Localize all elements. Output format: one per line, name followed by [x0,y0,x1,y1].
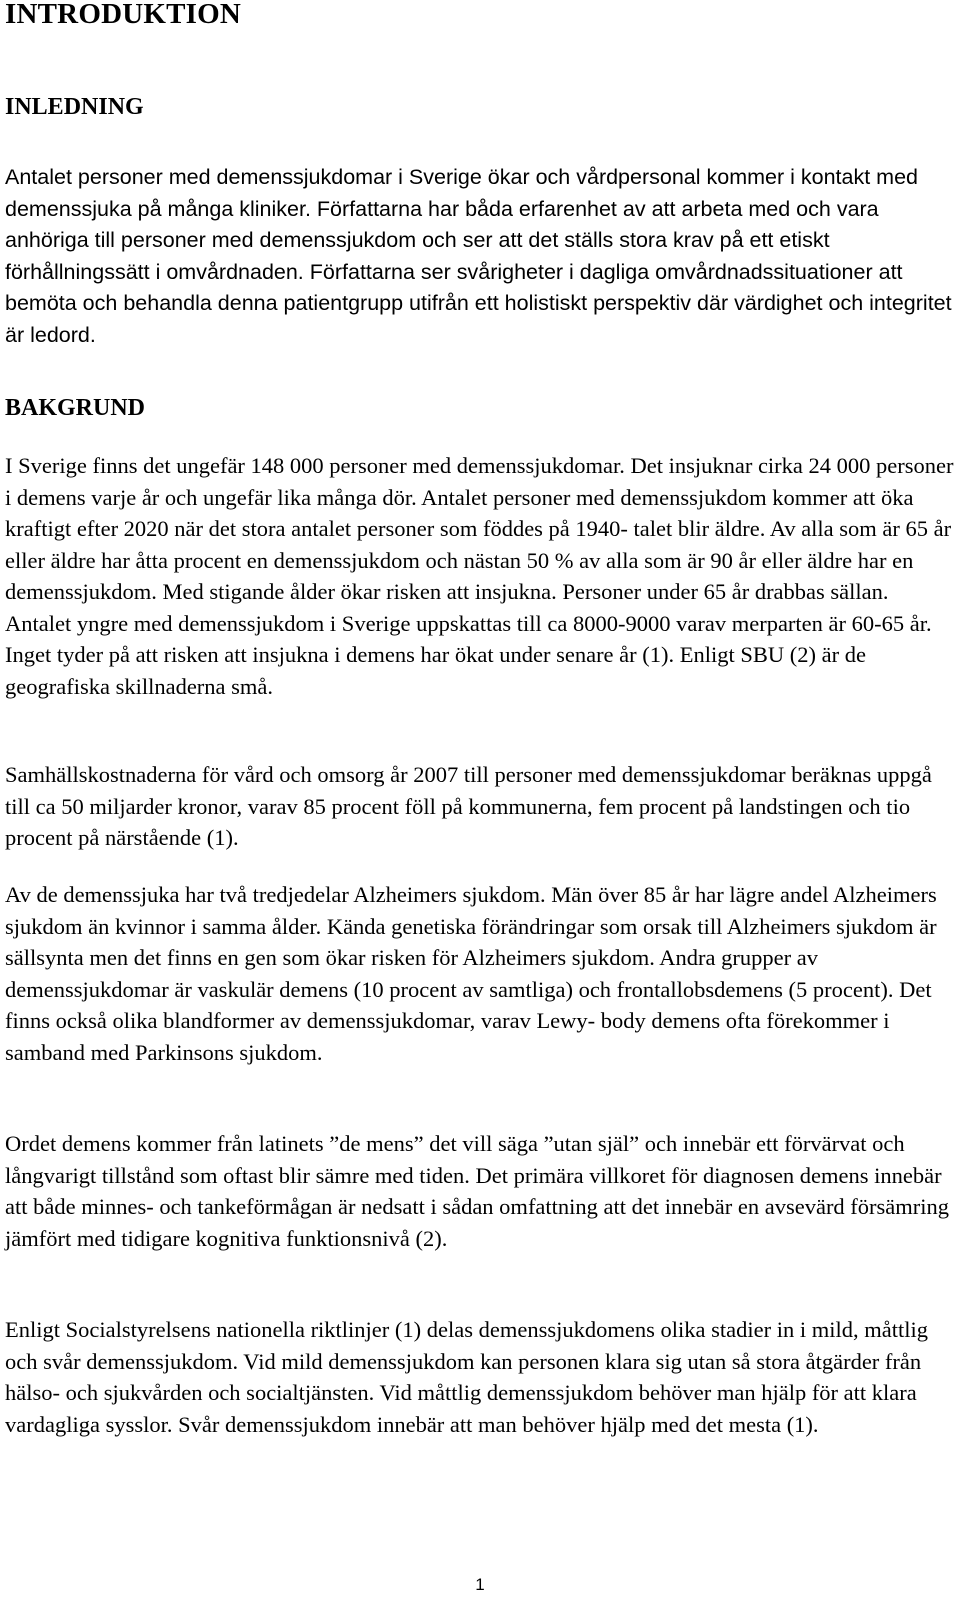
section-heading-bakgrund: BAKGRUND [5,395,146,421]
paragraph-alzheimers: Av de demenssjuka har två tredjedelar Alzheimers sjukdom. Män över 85 år har lägre andel Alzheimers sjukdom än kvinnor i samma ålder. Kända genetiska förändringar som orsak till Alzheimers sjukdom är sällsynta men det finns en gen som ökar risken för Alzheimers sjukdom. Andra grupper av demenssjukdomar är vaskulär demens (10 procent av samtliga) och frontallobsdemens (5 procent). Det finns också olika blandformer av demenssjukdomar, varav Lewy- body demens ofta förekommer i samband med Parkinsons sjukdom. [5,882,937,1065]
page-number: 1 [475,1575,485,1594]
section-heading-inledning: INLEDNING [5,94,144,120]
paragraph-costs: Samhällskostnaderna för vård och omsorg år 2007 till personer med demenssjukdomar beräknas uppgå till ca 50 miljarder kronor, varav 85 procent föll på kommunerna, fem procent på landstingen och tio procent på närstående (1). [5,762,932,850]
paragraph-inledning: Antalet personer med demenssjukdomar i Sverige ökar och vårdpersonal kommer i kontakt med demenssjuka på många kliniker. Författarna har båda erfarenhet av att arbeta med och vara anhöriga till personer med demenssjukdom och ser att det ställs stora krav på ett etiskt förhållningssätt i omvårdnaden. Författarna ser svårigheter i dagliga omvårdnadssituationer att bemöta och behandla denna patientgrupp utifrån ett holistiskt perspektiv där värdighet och integritet är ledord. [5,165,952,347]
paragraph-definition: Ordet demens kommer från latinets ”de mens” det vill säga ”utan själ” och innebär ett förvärvat och långvarigt tillstånd som oftast blir sämre med tiden. Det primära villkoret för diagnosen demens innebär att både minnes- och tankeförmågan är nedsatt i sådan omfattning att det innebär en avsevärd försämring jämfört med tidigare kognitiva funktionsnivå (2). [5,1131,950,1251]
document-title: INTRODUKTION [5,0,242,30]
paragraph-stages: Enligt Socialstyrelsens nationella riktlinjer (1) delas demenssjukdomens olika stadier in i mild, måttlig och svår demenssjukdom. Vid mild demenssjukdom kan personen klara sig utan så stora åtgärder från hälso- och sjukvården och socialtjänsten. Vid måttlig demenssjukdom behöver man hjälp för att klara vardagliga sysslor. Svår demenssjukdom innebär att man behöver hjälp med det mesta (1). [5,1317,928,1437]
paragraph-prevalence: I Sverige finns det ungefär 148 000 personer med demenssjukdomar. Det insjuknar cirka 24 000 personer i demens varje år och ungefär lika många dör. Antalet personer med demenssjukdom kommer att öka kraftigt efter 2020 när det stora antalet personer som föddes på 1940- talet blir äldre. Av alla som är 65 år eller äldre har åtta procent en demenssjukdom och nästan 50 % av alla som är 90 år eller äldre har en demenssjukdom. Med stigande ålder ökar risken att insjukna. Personer under 65 år drabbas sällan. Antalet yngre med demenssjukdom i Sverige uppskattas till ca 8000-9000 varav merparten är 60-65 år. Inget tyder på att risken att insjukna i demens har ökat under senare år (1). Enligt SBU (2) är de geografiska skillnaderna små. [5,453,954,699]
